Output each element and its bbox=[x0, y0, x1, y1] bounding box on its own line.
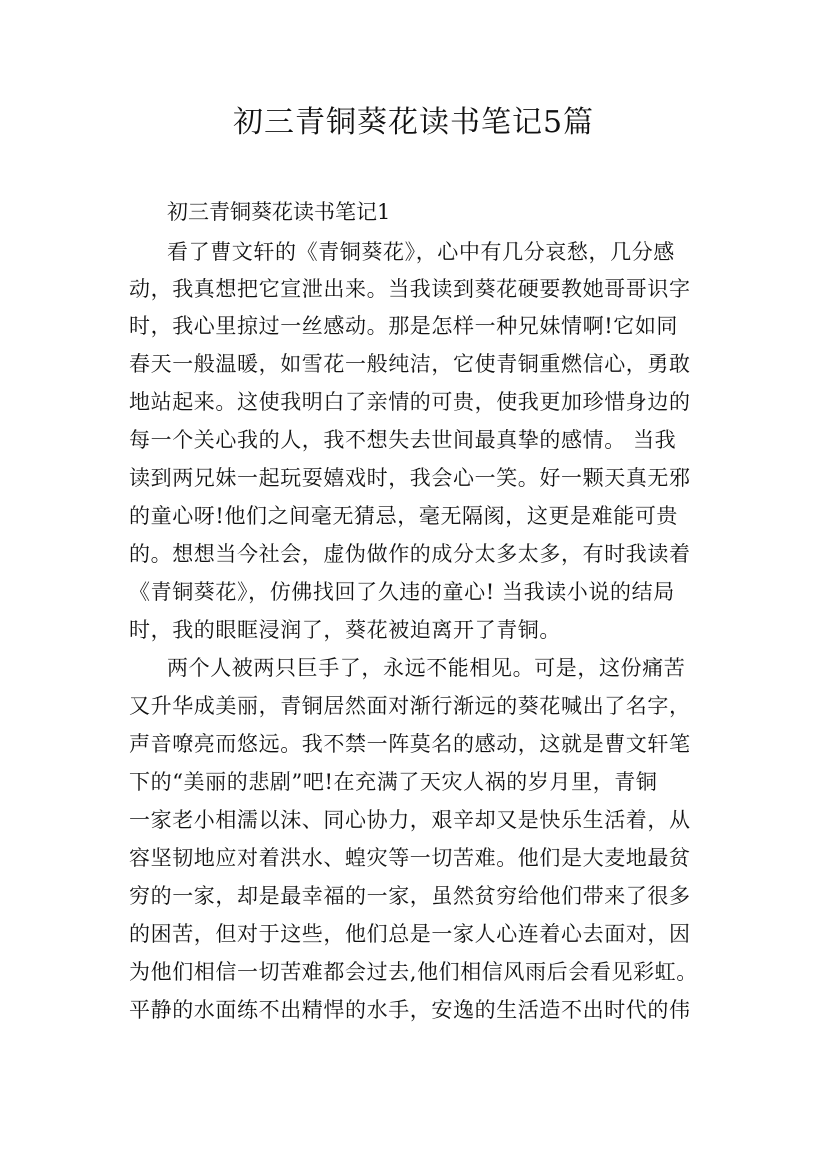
text-line: 的困苦，但对于这些，他们总是一家人心连着心去面对，因 bbox=[129, 922, 691, 946]
document-title: 初三青铜葵花读书笔记5篇 bbox=[232, 105, 595, 140]
text-line: 声音嘹亮而悠远。我不禁一阵莫名的感动，这就是曹文轩笔 bbox=[129, 732, 691, 756]
text-line: 的童心呀!他们之间毫无猜忌，毫无隔阂，这更是难能可贵 bbox=[129, 504, 679, 528]
text-line: 又升华成美丽，青铜居然面对渐行渐远的葵花喊出了名字， bbox=[129, 694, 691, 718]
text-line: 为他们相信一切苦难都会过去,他们相信风雨后会看见彩虹。 bbox=[129, 960, 698, 984]
text-line: 读到两兄妹一起玩耍嬉戏时，我会心一笑。好一颗天真无邪 bbox=[129, 466, 691, 490]
text-line: 春天一般温暖，如雪花一般纯洁，它使青铜重燃信心，勇敢 bbox=[129, 352, 691, 376]
text-line: 容坚韧地应对着洪水、蝗灾等一切苦难。他们是大麦地最贫 bbox=[129, 846, 691, 870]
text-line: 时，我的眼眶浸润了，葵花被迫离开了青铜。 bbox=[129, 618, 561, 642]
section-heading: 初三青铜葵花读书笔记1 bbox=[167, 200, 391, 224]
text-line: 时，我心里掠过一丝感动。那是怎样一种兄妹情啊!它如同 bbox=[129, 314, 679, 338]
text-line: 的。想想当今社会，虚伪做作的成分太多太多，有时我读着 bbox=[129, 542, 691, 566]
text-line: 平静的水面练不出精悍的水手，安逸的生活造不出时代的伟 bbox=[129, 998, 691, 1022]
text-line: 地站起来。这使我明白了亲情的可贵，使我更加珍惜身边的 bbox=[129, 390, 691, 414]
text-line: 看了曹文轩的《青铜葵花》，心中有几分哀愁，几分感 bbox=[167, 240, 675, 264]
text-line: 穷的一家，却是最幸福的一家，虽然贫穷给他们带来了很多 bbox=[129, 884, 691, 908]
text-line: 《青铜葵花》，仿佛找回了久违的童心! 当我读小说的结局 bbox=[129, 580, 675, 604]
text-line: 动，我真想把它宣泄出来。当我读到葵花硬要教她哥哥识字 bbox=[129, 277, 691, 301]
text-line: 下的“美丽的悲剧”吧!在充满了天灾人祸的岁月里，青铜 bbox=[129, 770, 658, 794]
text-line: 每一个关心我的人，我不想失去世间最真挚的感情。 当我 bbox=[129, 428, 677, 452]
text-line: 一家老小相濡以沫、同心协力，艰辛却又是快乐生活着，从 bbox=[129, 808, 691, 832]
text-line: 两个人被两只巨手了，永远不能相见。可是，这份痛苦 bbox=[167, 656, 686, 680]
